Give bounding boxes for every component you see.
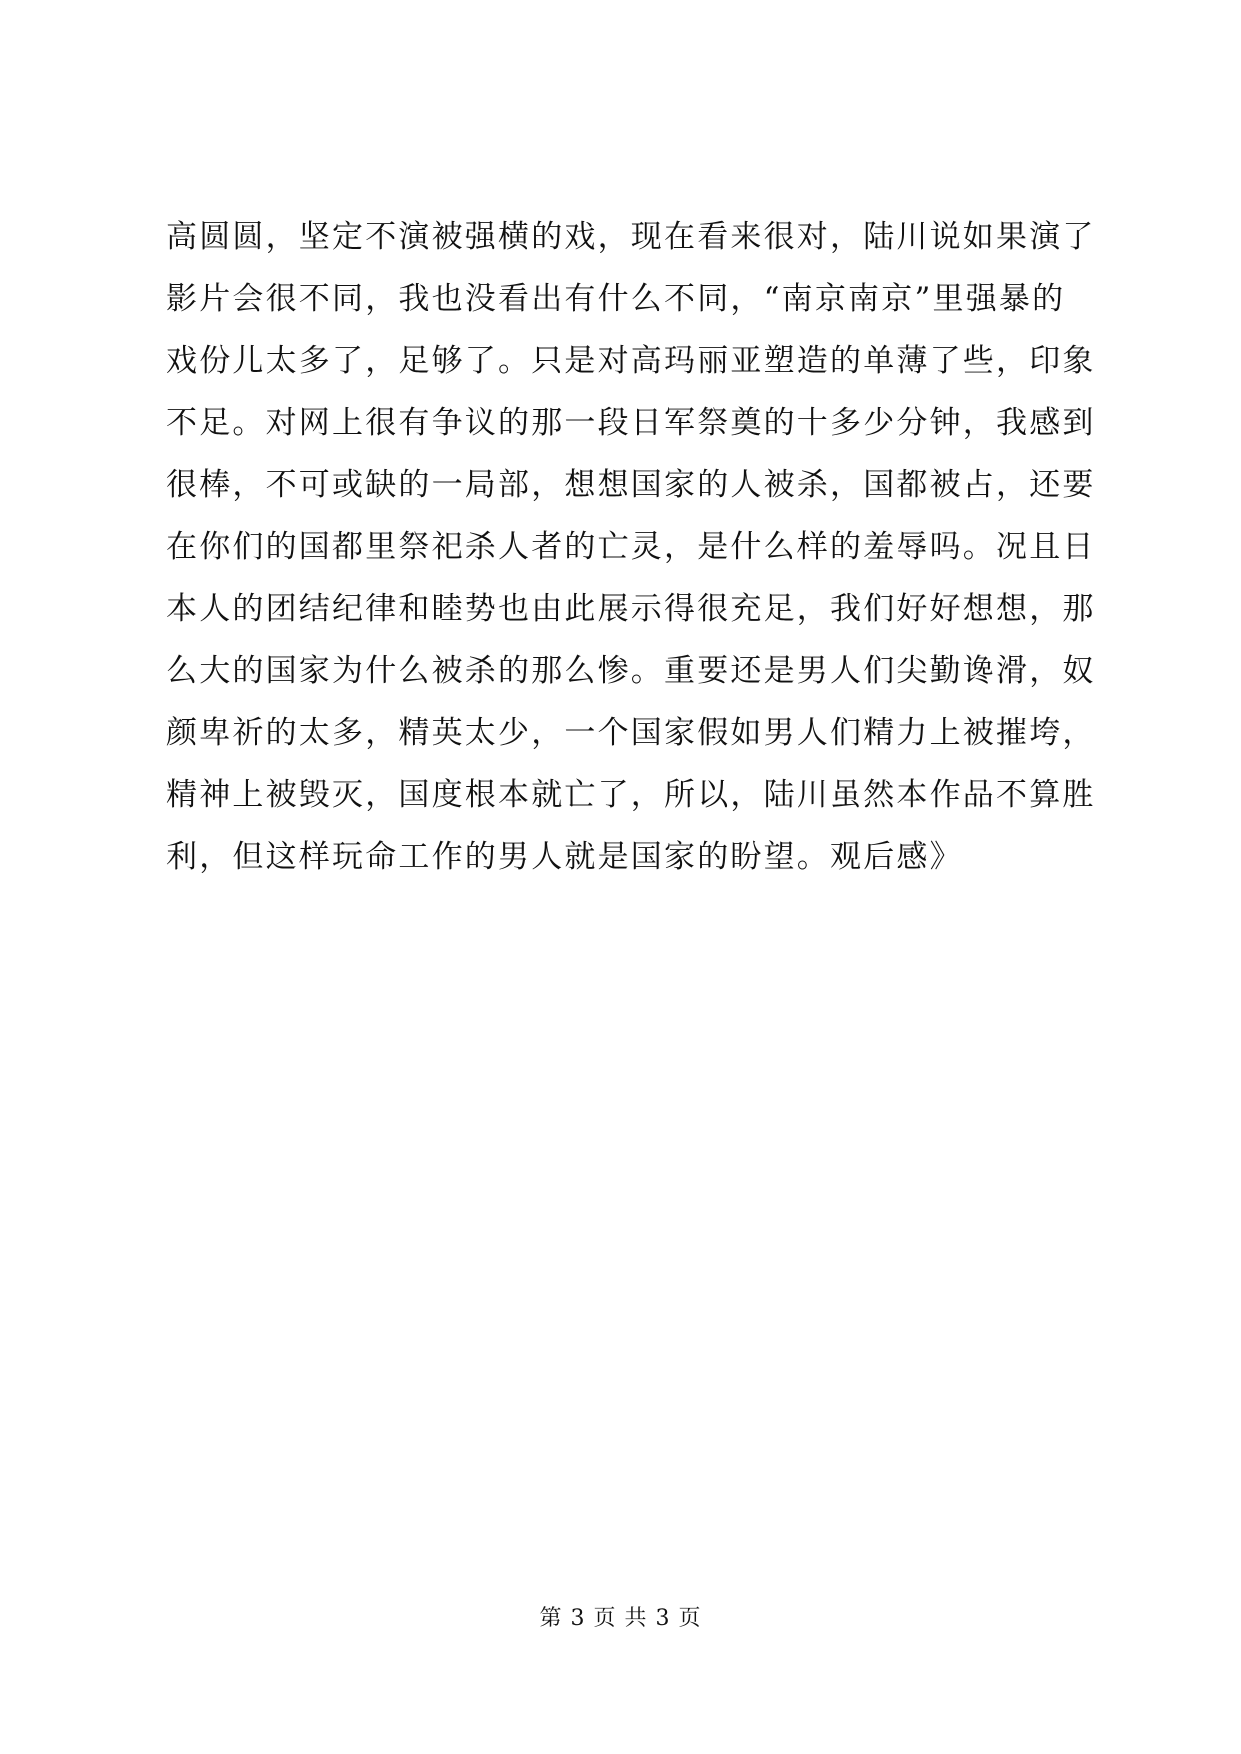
text-line: 么大的国家为什么被杀的那么惨。重要还是男人们尖勤谗滑，奴	[166, 653, 1096, 689]
text-line: 利，但这样玩命工作的男人就是国家的盼望。观后感》	[166, 839, 963, 875]
text-line: 戏份儿太多了，足够了。只是对高玛丽亚塑造的单薄了些，印象	[166, 343, 1096, 379]
text-line: 精神上被毁灭，国度根本就亡了，所以，陆川虽然本作品不算胜	[166, 777, 1096, 813]
text-line: 颜卑祈的太多，精英太少，一个国家假如男人们精力上被摧垮，	[166, 715, 1096, 751]
text-line: 在你们的国都里祭祀杀人者的亡灵，是什么样的羞辱吗。况且日	[166, 529, 1096, 565]
body-paragraph	[166, 206, 1096, 888]
page-footer	[0, 1604, 1241, 1634]
text-line: 不足。对网上很有争议的那一段日军祭奠的十多少分钟，我感到	[166, 405, 1096, 441]
text-line: 本人的团结纪律和睦势也由此展示得很充足，我们好好想想，那	[166, 591, 1096, 627]
text-line: 高圆圆，坚定不演被强横的戏，现在看来很对，陆川说如果演了	[166, 219, 1096, 255]
text-line: 影片会很不同，我也没看出有什么不同，“南京南京”里强暴的	[166, 281, 1066, 317]
page-number-label: 第 3 页 共 3 页	[539, 1606, 702, 1631]
text-line: 很棒，不可或缺的一局部，想想国家的人被杀，国都被占，还要	[166, 467, 1096, 503]
